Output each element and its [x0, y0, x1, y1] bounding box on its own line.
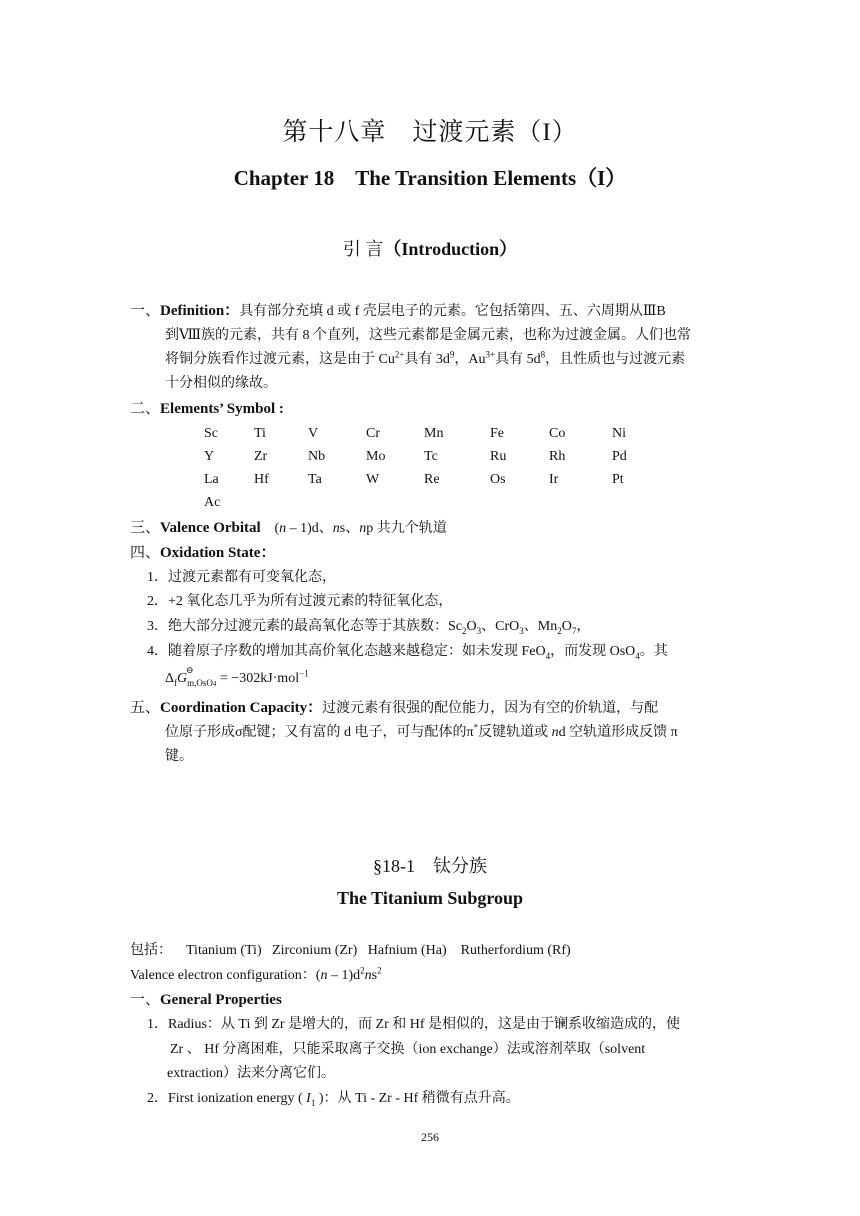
- elements-symbol-heading: 二、Elements’ Symbol :: [130, 401, 284, 417]
- definition-text-line2: 到Ⅷ族的元素，共有 8 个直列，这些元素都是金属元素，也称为过渡金属。人们也常: [165, 328, 692, 343]
- element-symbol: La: [204, 472, 219, 487]
- element-symbol: Os: [490, 472, 506, 487]
- element-symbol: Zr: [254, 449, 268, 464]
- valence-orbital-heading: 三、Valence Orbital (n – 1)d、ns、np 共九个轨道: [130, 520, 447, 536]
- includes-line: 包括： Titanium (Ti) Zirconium (Zr) Hafnium (Ha) Rutherfordium (Rf): [130, 943, 571, 958]
- element-symbol: Mn: [424, 426, 444, 441]
- element-symbol: Mo: [366, 449, 386, 464]
- element-symbol: W: [366, 472, 380, 487]
- radius-line1: 1．Radius：从 Ti 到 Zr 是增大的，而 Zr 和 Hf 是相似的，这是由于镧系收缩造成的，使: [147, 1017, 681, 1032]
- element-symbol: Tc: [424, 449, 438, 464]
- section-title-cn: §18-1 钛分族: [373, 856, 487, 876]
- element-symbol: Pd: [612, 449, 627, 464]
- page-number: 256: [421, 1130, 439, 1144]
- radius-line3: extraction）法来分离它们。: [167, 1066, 335, 1081]
- definition-text-line1: 具有部分充填 d 或 f 壳层电子的元素。它包括第四、五、六周期从ⅢB: [239, 304, 666, 319]
- element-symbol: Ta: [308, 472, 322, 487]
- ionization-energy-line: 2．First ionization energy ( $I_1$ )：从 Ti - Zr - Hf 稍微有点升高。: [147, 1091, 520, 1108]
- element-symbol: Nb: [308, 449, 326, 464]
- chapter-title-cn: 第十八章 过渡元素（I）: [282, 119, 578, 146]
- definition-text-line4: 十分相似的缘故。: [165, 376, 277, 391]
- introduction-heading-cn: 引 言: [342, 239, 384, 259]
- element-symbol: Pt: [612, 472, 624, 487]
- oxidation-item-1: 1．过渡元素都有可变氧化态，: [147, 570, 336, 585]
- coordination-capacity-heading: 五、Coordination Capacity：过渡元素有很强的配位能力，因为有空的价轨道，与配: [130, 700, 659, 716]
- element-symbol: Co: [549, 426, 566, 441]
- valence-config-line: Valence electron configuration：$(n - 1)d^2ns^2$: [130, 965, 382, 983]
- element-symbol: Cr: [366, 426, 380, 441]
- element-symbol: Re: [424, 472, 440, 487]
- definition-label: Definition：: [160, 303, 240, 319]
- coordination-text-line1: 过渡元素有很强的配位能力，因为有空的价轨道，与配: [322, 701, 659, 716]
- oxidation-item-4: 4．随着原子序数的增加其高价氧化态越来越稳定：如未发现 FeO$_4$，而发现 OsO$_4$。其: [147, 644, 668, 661]
- element-symbol: Rh: [549, 449, 566, 464]
- gibbs-energy-equation: $\Delta_f$ ⊖ $G_{m,OsO4} = -302kJ\cdot mol^{-1}$: [165, 669, 309, 689]
- general-properties-heading: 一、General Properties: [130, 992, 282, 1008]
- element-symbol: Sc: [204, 426, 218, 441]
- element-symbol: Ir: [549, 472, 559, 487]
- section-title-en: The Titanium Subgroup: [336, 888, 524, 908]
- coordination-text-line3: 键。: [165, 749, 193, 764]
- element-symbol: Ru: [490, 449, 507, 464]
- definition-text-line3: 将铜分族看作过渡元素，这是由于 $Cu^{2+}$具有 $3d^9$，$Au^{3+}$具有 $5d^8$，且性质也与过渡元素: [165, 349, 686, 367]
- oxidation-state-heading: 四、Oxidation State：: [130, 545, 276, 561]
- oxidation-item-2: 2．+2 氧化态几乎为所有过渡元素的特征氧化态，: [147, 594, 453, 609]
- element-symbol: Y: [204, 449, 215, 464]
- element-symbol: Ni: [612, 426, 626, 441]
- element-symbol: Ac: [204, 495, 221, 510]
- element-symbol: Hf: [254, 472, 269, 487]
- standard-state-symbol: ⊖: [186, 665, 194, 675]
- radius-line2: Zr 、 Hf 分离困难，只能采取离子交换（ion exchange）法或溶剂萃取（solvent: [170, 1042, 646, 1057]
- introduction-heading: [0, 235, 860, 261]
- valence-orbital-text: (n – 1)d、ns、np 共九个轨道: [274, 521, 447, 536]
- section-number: 一、: [130, 303, 161, 319]
- element-symbol: Ti: [254, 426, 266, 441]
- chapter-title-en: Chapter 18 The Transition Elements（I）: [233, 166, 627, 190]
- element-symbol: Fe: [490, 426, 504, 441]
- introduction-heading-en: （Introduction）: [383, 239, 518, 259]
- oxidation-item-3: 3．绝大部分过渡元素的最高氧化态等于其族数：$Sc_2O_3$、CrO$_3$、$Mn_2O_7$，: [147, 619, 591, 636]
- coordination-text-line2: 位原子形成σ配键；又有富的 d 电子，可与配体的π*反键轨道或 nd 空轨道形成反馈 π: [165, 722, 678, 740]
- definition-heading: [130, 301, 666, 322]
- element-symbol: V: [308, 426, 319, 441]
